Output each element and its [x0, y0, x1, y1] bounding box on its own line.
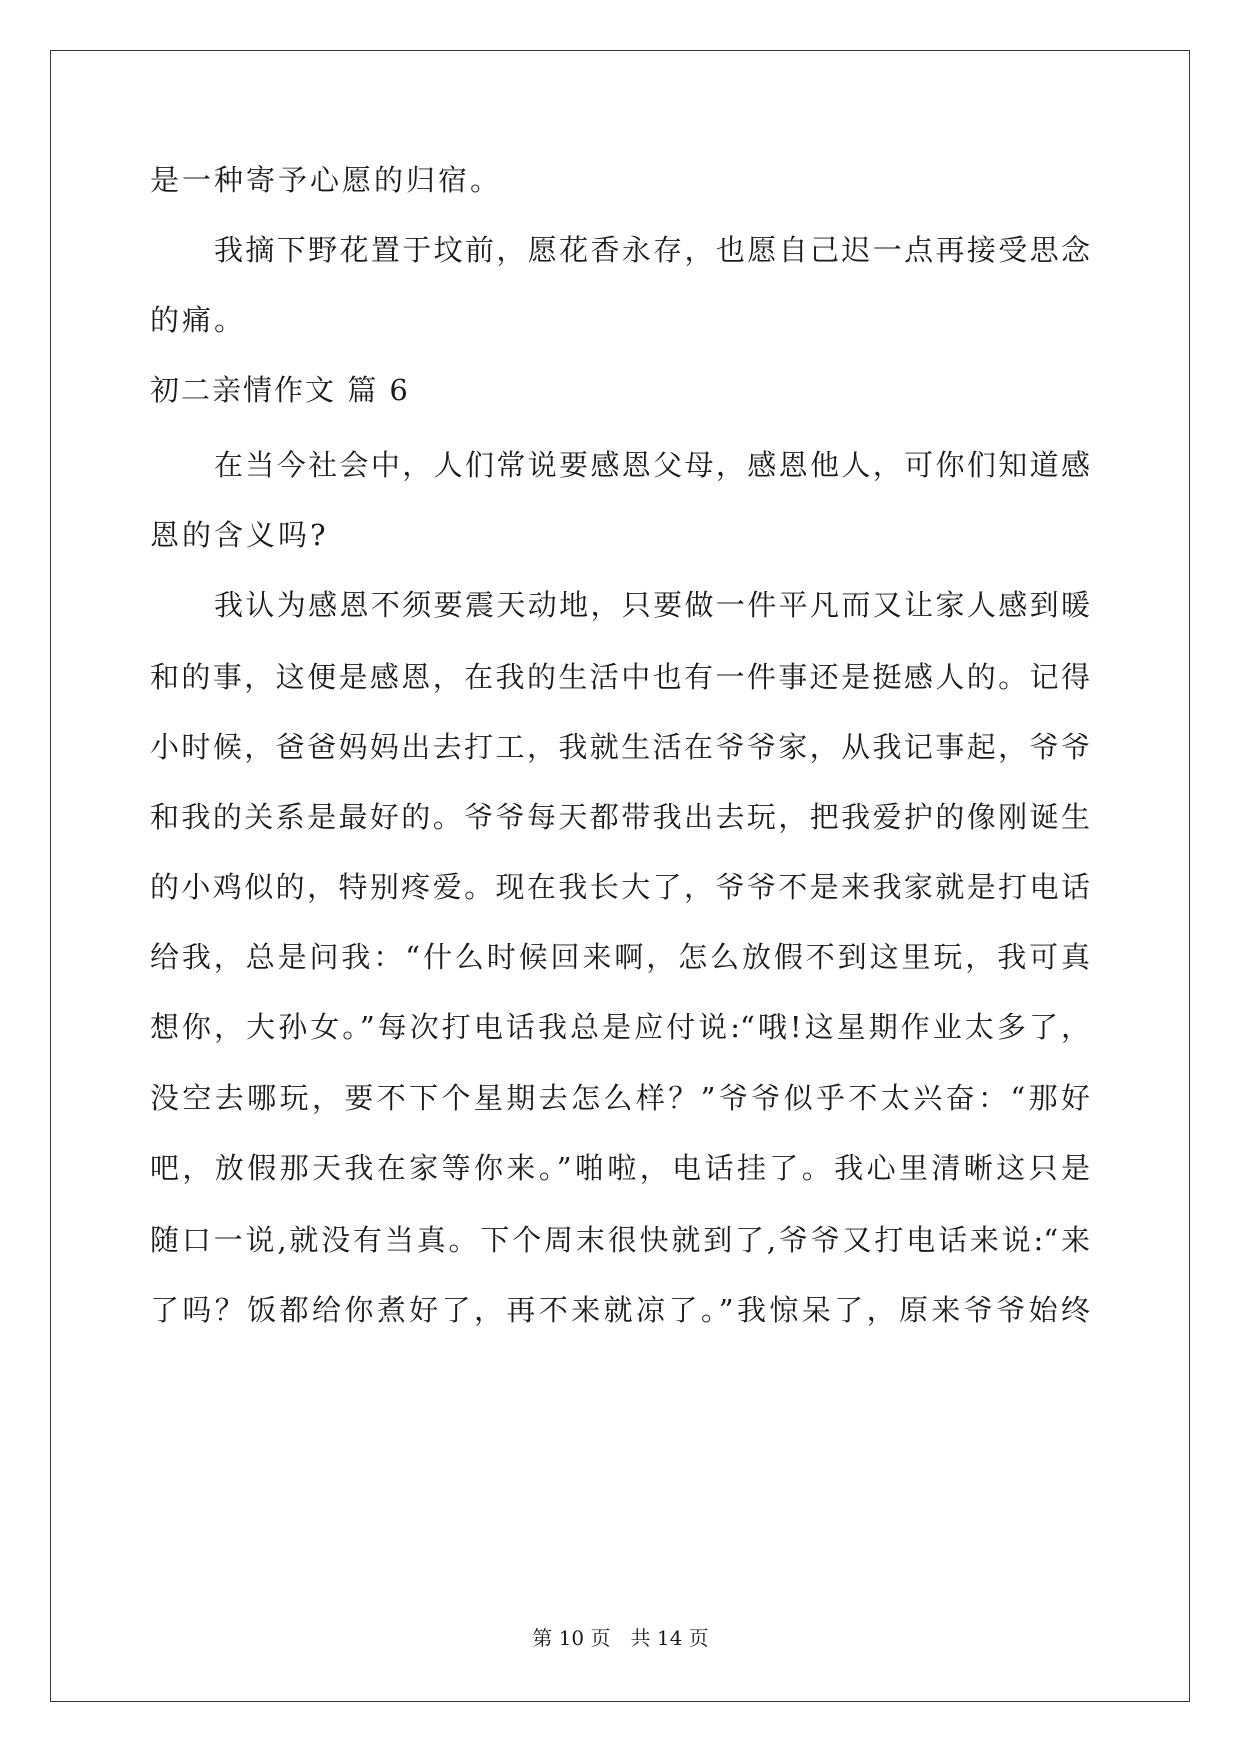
paragraph-line: 和我的关系是最好的。爷爷每天都带我出去玩，把我爱护的像刚诞生 — [150, 800, 1090, 834]
section-heading: 初二亲情作文 篇 6 — [150, 373, 410, 407]
paragraph-line: 是一种寄予心愿的归宿。 — [150, 163, 503, 197]
page-number: 第 10 页 — [532, 1626, 611, 1650]
paragraph-line: 吧，放假那天我在家等你来。”啪啦，电话挂了。我心里清晰这只是 — [150, 1151, 1090, 1185]
paragraph-line: 小时候，爸爸妈妈出去打工，我就生活在爷爷家，从我记事起，爷爷 — [150, 730, 1090, 764]
paragraph-line: 的小鸡似的，特别疼爱。现在我长大了，爷爷不是来我家就是打电话 — [150, 870, 1090, 904]
paragraph-line: 给我，总是问我：“什么时候回来啊，怎么放假不到这里玩，我可真 — [150, 940, 1090, 974]
paragraph-line: 随口一说,就没有当真。下个周末很快就到了,爷爷又打电话来说:“来 — [150, 1223, 1090, 1257]
paragraph-line: 的痛。 — [150, 303, 247, 337]
paragraph-line: 在当今社会中，人们常说要感恩父母，感恩他人，可你们知道感 — [214, 448, 1090, 482]
paragraph-line: 我认为感恩不须要震天动地，只要做一件平凡而又让家人感到暖 — [214, 588, 1090, 622]
paragraph-line: 想你，大孙女。”每次打电话我总是应付说:“哦!这星期作业太多了， — [150, 1010, 1090, 1044]
paragraph-line: 和的事，这便是感恩，在我的生活中也有一件事还是挺感人的。记得 — [150, 660, 1090, 694]
paragraph-line: 了吗？饭都给你煮好了，再不来就凉了。”我惊呆了，原来爷爷始终 — [150, 1293, 1090, 1327]
paragraph-line: 我摘下野花置于坟前，愿花香永存，也愿自己迟一点再接受思念 — [214, 233, 1090, 267]
paragraph-line: 没空去哪玩，要不下个星期去怎么样？”爷爷似乎不太兴奋：“那好 — [150, 1081, 1090, 1115]
page-total: 共 14 页 — [630, 1626, 709, 1650]
paragraph-line: 恩的含义吗? — [150, 518, 329, 552]
page-footer — [0, 1626, 1241, 1650]
